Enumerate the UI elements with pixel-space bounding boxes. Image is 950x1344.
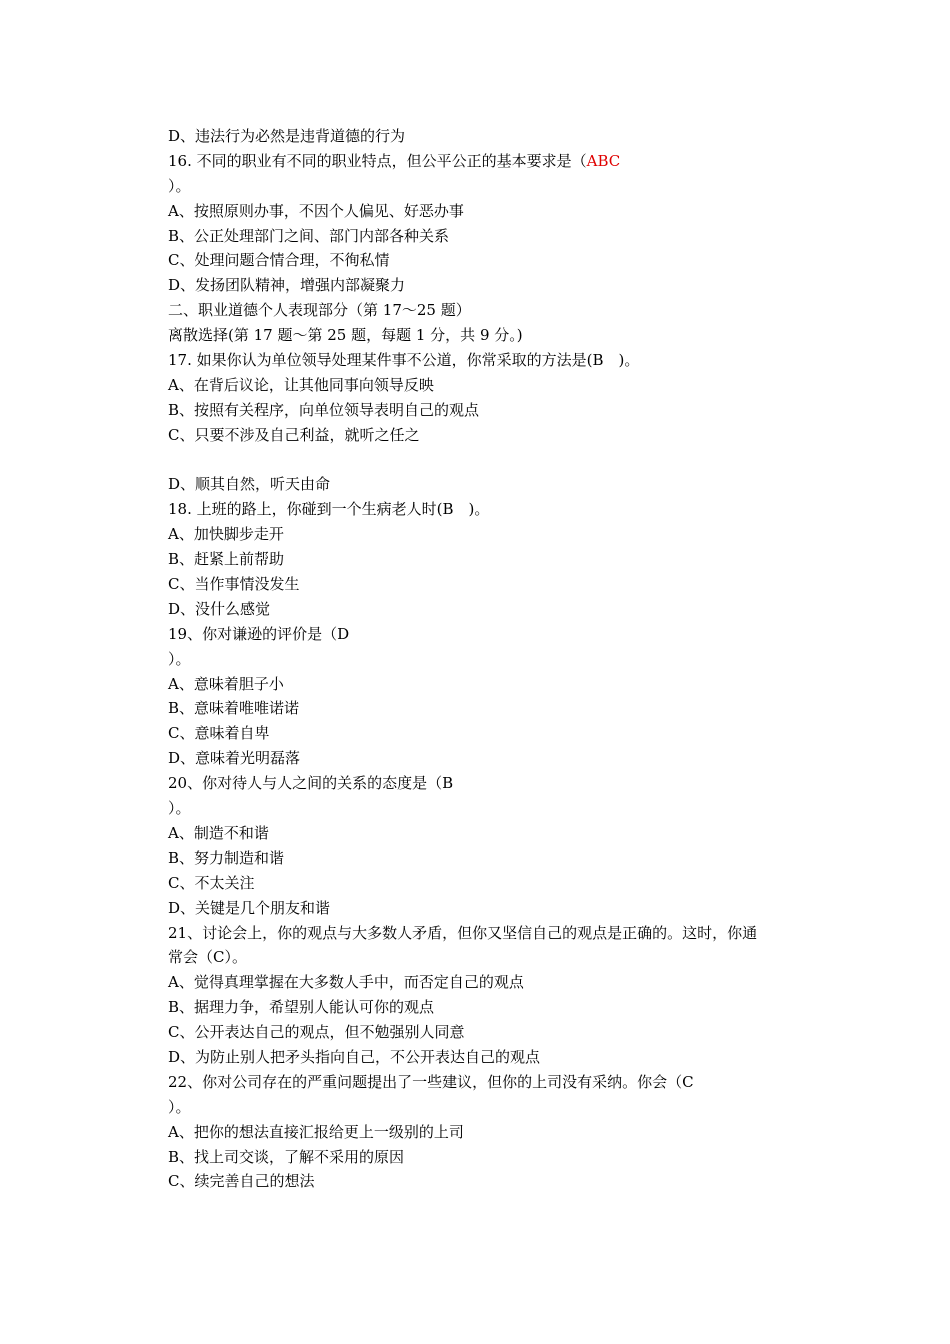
q22-question-end: ）。 [168,1097,191,1116]
document-page [168,124,848,1194]
q18-option-c: C、当作事情没发生 [168,575,300,594]
q15-option-d: D、违法行为必然是违背道德的行为 [168,127,406,145]
q19-option-c: C、意味着自卑 [168,724,270,743]
q18-option-a: A、加快脚步走开 [168,525,284,544]
q16-question [168,149,848,174]
q21-option-c: C、公开表达自己的观点，但不勉强别人同意 [168,1023,465,1042]
q19-option-a: A、意味着胆子小 [168,674,284,693]
q21-question: 21、讨论会上，你的观点与大多数人矛盾，但你又坚信自己的观点是正确的。这时，你通 [168,923,758,942]
q22-option-b: B、找上司交谈，了解不采用的原因 [168,1147,405,1166]
q20-option-a: A、制造不和谐 [168,823,269,842]
q19-option-d: D、意味着光明磊落 [168,749,301,768]
q17-option-c: C、只要不涉及自己利益，就听之任之 [168,425,420,444]
q21-question-end: 常会（C）。 [168,948,247,967]
q22-question: 22、你对公司存在的严重问题提出了一些建议，但你的上司没有采纳。你会（C [168,1072,694,1091]
q17-option-a: A、在背后议论，让其他同事向领导反映 [168,375,434,394]
q17-option-b: B、按照有关程序，向单位领导表明自己的观点 [168,400,480,419]
q20-question: 20、你对待人与人之间的关系的态度是（B [168,774,454,793]
q21-option-d: D、为防止别人把矛头指向自己，不公开表达自己的观点 [168,1047,541,1066]
q19-option-b: B、意味着唯唯诺诺 [168,699,300,718]
q17-option-d: D、顺其自然，听天由命 [168,475,331,494]
q16-option-a: A、按照原则办事，不因个人偏见、好恶办事 [168,201,464,220]
q18-option-d: D、没什么感觉 [168,599,271,618]
q16-question-text: 16. 不同的职业有不同的职业特点，但公平公正的基本要求是（ [168,151,587,170]
q20-question-end: ）。 [168,799,191,818]
q17-question: 17. 如果你认为单位领导处理某件事不公道，你常采取的方法是(B )。 [168,351,640,370]
q16-option-b: B、公正处理部门之间、部门内部各种关系 [168,226,450,245]
q16-question-end: ）。 [168,176,191,195]
q19-question: 19、你对谦逊的评价是（D [168,624,350,643]
q22-option-c: C、续完善自己的想法 [168,1172,315,1191]
q18-option-b: B、赶紧上前帮助 [168,550,285,569]
q16-option-c: C、处理问题合情合理，不徇私情 [168,251,390,270]
q21-option-b: B、据理力争，希望别人能认可你的观点 [168,998,435,1017]
section-instructions: 离散选择(第 17 题～第 25 题，每题 1 分，共 9 分。) [168,326,523,345]
q21-option-a: A、觉得真理掌握在大多数人手中，而否定自己的观点 [168,973,524,992]
q20-option-c: C、不太关注 [168,873,255,892]
q16-answer: ABC [586,151,621,170]
q18-question: 18. 上班的路上，你碰到一个生病老人时(B )。 [168,500,490,519]
q19-question-end: ）。 [168,649,191,668]
q22-option-a: A、把你的想法直接汇报给更上一级别的上司 [168,1122,464,1141]
q20-option-b: B、努力制造和谐 [168,848,285,867]
blank-line [168,448,848,473]
q20-option-d: D、关键是几个朋友和谐 [168,898,331,917]
section-heading: 二、职业道德个人表现部分（第 17～25 题） [168,301,471,320]
q16-option-d: D、发扬团队精神，增强内部凝聚力 [168,276,406,295]
